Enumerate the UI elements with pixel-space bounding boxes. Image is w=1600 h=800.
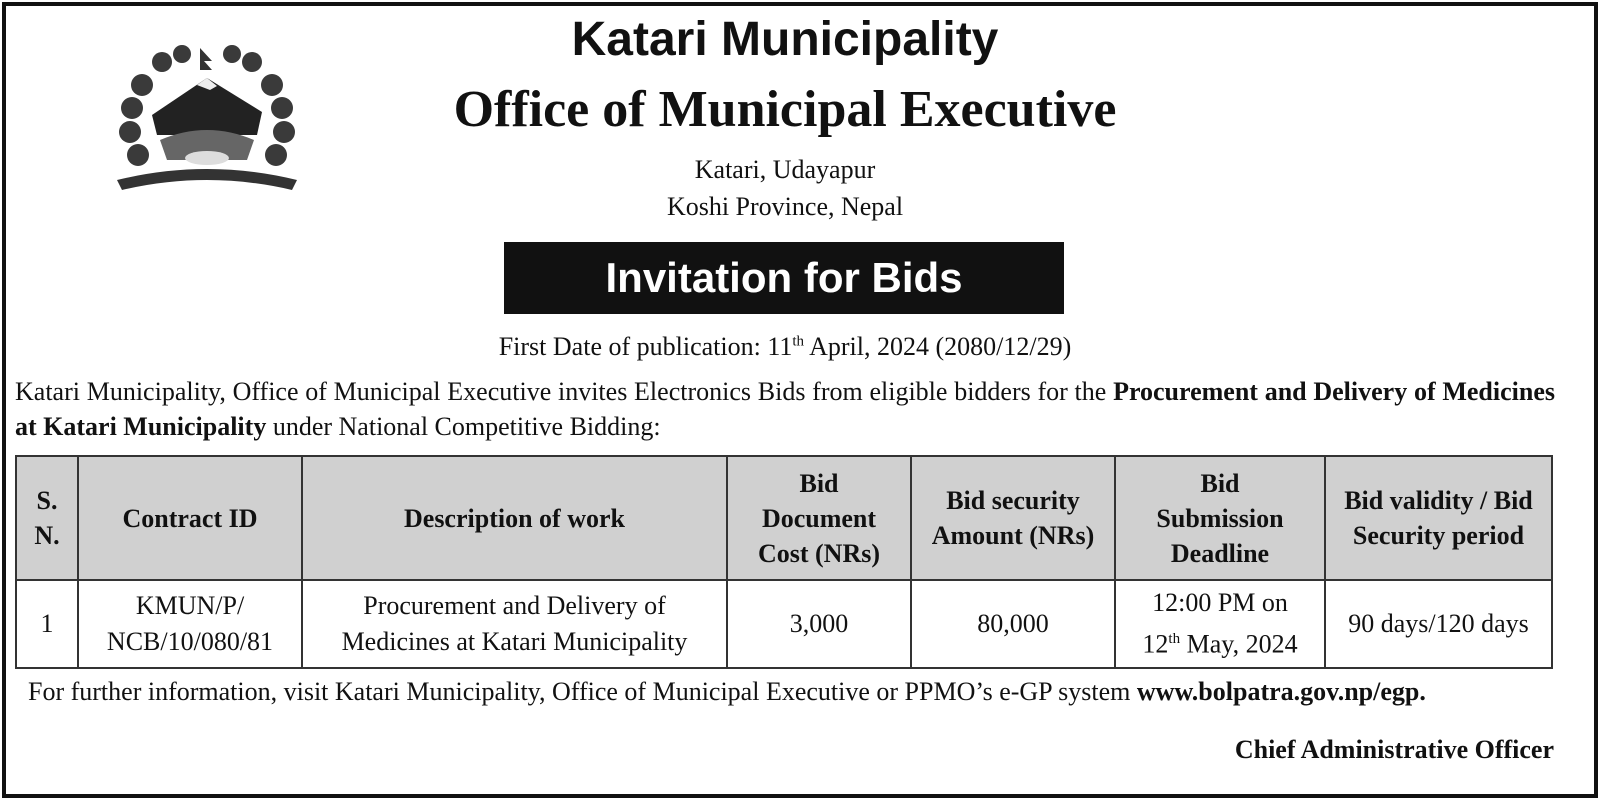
cell-security: 80,000 [911, 580, 1115, 668]
invitation-banner: Invitation for Bids [504, 242, 1064, 314]
cell-contract-id: KMUN/P/ NCB/10/080/81 [78, 580, 302, 668]
cell-deadline: 12:00 PM on 12th May, 2024 [1115, 580, 1325, 668]
header-contract-id: Contract ID [78, 456, 302, 580]
header-validity: Bid validity / Bid Security period [1325, 456, 1552, 580]
table-row [16, 580, 1552, 668]
footer-note: For further information, visit Katari Municipality, Office of Municipal Executive or PPMO’s e-GP system www.bolpatra.gov.np/egp. [28, 677, 1426, 706]
signature: Chief Administrative Officer [1234, 735, 1554, 764]
intro-paragraph: Katari Municipality, Office of Municipal Executive invites Electronics Bids from eligible bidders for the Procurement and Delivery of Medicines at Katari Municipality under National Competitive Bidding: [15, 377, 1555, 441]
address-line-1: Katari, Udayapur [694, 155, 876, 184]
address-line-2: Koshi Province, Nepal [666, 192, 904, 221]
header-doc-cost: Bid Document Cost (NRs) [727, 456, 911, 580]
municipality-title: Katari Municipality [571, 13, 999, 66]
cell-validity: 90 days/120 days [1325, 580, 1552, 668]
bid-table [15, 455, 1553, 669]
cell-sn: 1 [16, 580, 78, 668]
publication-date: First Date of publication: 11th April, 2024 (2080/12/29) [498, 332, 1072, 361]
header-deadline: Bid Submission Deadline [1115, 456, 1325, 580]
cell-description: Procurement and Delivery of Medicines at Katari Municipality [302, 580, 727, 668]
egp-link[interactable]: www.bolpatra.gov.np/egp. [1136, 677, 1426, 706]
header-sn: S. N. [16, 456, 78, 580]
table-header-row [16, 456, 1552, 580]
header-description: Description of work [302, 456, 727, 580]
cell-doc-cost: 3,000 [727, 580, 911, 668]
office-title: Office of Municipal Executive [453, 81, 1117, 138]
header-security: Bid security Amount (NRs) [911, 456, 1115, 580]
